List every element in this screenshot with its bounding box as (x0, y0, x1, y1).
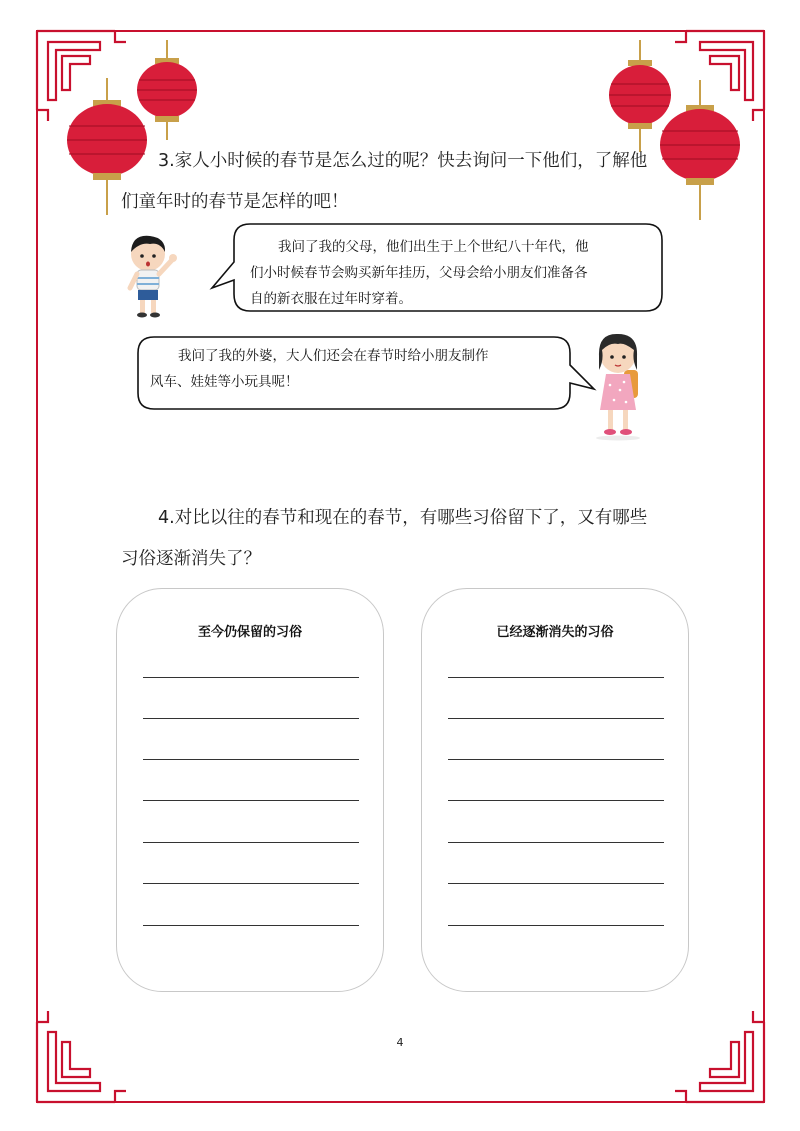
page-number: 4 (396, 1036, 404, 1049)
corner-ornament-bottom-left (37, 1011, 126, 1102)
answer-line[interactable] (143, 800, 359, 801)
answer-line[interactable] (143, 759, 359, 760)
answer-line[interactable] (143, 718, 359, 719)
lost-customs-box (421, 588, 689, 992)
corner-ornament-bottom-right (675, 1011, 764, 1102)
question-3-line-2: 们童年时的春节是怎样的吧！ (121, 192, 349, 212)
answer-line[interactable] (143, 842, 359, 843)
girl-bubble-line-1: 我问了我的外婆，大人们还会在春节时给小朋友制作 (178, 348, 489, 364)
answer-line[interactable] (448, 677, 664, 678)
boy-bubble-line-1: 我问了我的父母，他们出生于上个世纪八十年代，他 (278, 239, 589, 255)
girl-illustration (590, 330, 650, 442)
lost-customs-title: 已经逐渐消失的习俗 (496, 625, 614, 640)
answer-line[interactable] (143, 677, 359, 678)
girl-bubble-text (150, 343, 570, 395)
question-4-line-1: 4.对比以往的春节和现在的春节，有哪些习俗留下了，又有哪些 (158, 508, 648, 528)
boy-bubble-line-3: 自的新衣服在过年时穿着。 (250, 291, 412, 307)
answer-line[interactable] (448, 925, 664, 926)
answer-line[interactable] (143, 883, 359, 884)
lanterns-right (600, 40, 750, 225)
girl-bubble-line-2: 风车、娃娃等小玩具呢！ (150, 374, 299, 390)
kept-customs-title: 至今仍保留的习俗 (197, 625, 302, 640)
boy-illustration (120, 232, 185, 320)
lantern-icon (660, 80, 740, 220)
boy-bubble-line-2: 们小时候春节会购买新年挂历，父母会给小朋友们准备各 (250, 265, 588, 281)
question-3-line-1: 3.家人小时候的春节是怎么过的呢？快去询问一下他们，了解他 (158, 151, 648, 171)
kept-customs-box (116, 588, 384, 992)
answer-line[interactable] (448, 759, 664, 760)
answer-line[interactable] (448, 718, 664, 719)
answer-line[interactable] (448, 883, 664, 884)
answer-line[interactable] (143, 925, 359, 926)
lantern-icon (137, 40, 197, 140)
answer-line[interactable] (448, 842, 664, 843)
boy-bubble-text (250, 234, 655, 312)
answer-line[interactable] (448, 800, 664, 801)
question-4-line-2: 习俗逐渐消失了？ (121, 549, 261, 569)
